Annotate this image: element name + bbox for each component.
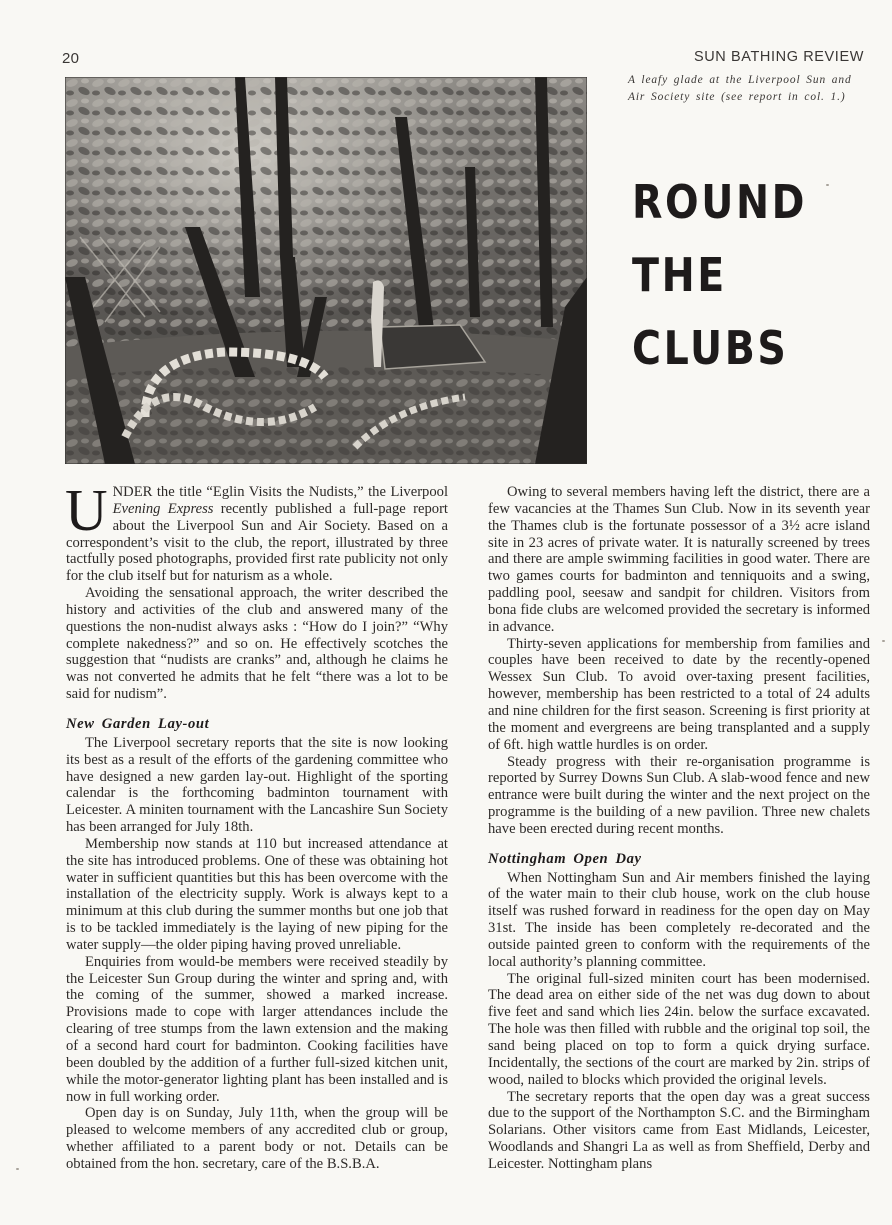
headline-line-3: CLUBS [632,321,789,375]
paragraph: Thirty-seven applications for membership from families and couples have been received to date by the recently-opened Wessex Sun Club. To avoid over-taxing present facilities, however, membership has been restricted to a total of 24 adults and nine children for the first season. Screening is first priority at the moment and evergreens are being transplanted and a supply of 6ft. high wattle hurdles is on order. [488,635,870,753]
paragraph: Open day is on Sunday, July 11th, when the group will be pleased to welcome members of any accredited club or group, whether affiliated to a parent body or not. Details can be obtained from the hon. secretary, care of the B.S.B.A. [66,1105,448,1172]
article-column-right [488,484,870,1173]
paragraph: Steady progress with their re-organisation programme is reported by Surrey Downs Sun Club. A slab-wood fence and new entrance were built during the winter and the next project on the programme is the building of a new pavilion. Three new chalets have been erected during recent months. [488,753,870,837]
paragraph: The secretary reports that the open day was a great success due to the support of the Northampton S.C. and the Birmingham Solarians. Other visitors came from East Midlands, Leicester, Woodlands and Shangri La as well as from Sheffield, Derby and Leicester. Nottingham plans [488,1088,870,1172]
page-number: 20 [62,50,80,67]
paragraph: Owing to several members having left the district, there are a few vacancies at the Thames Sun Club. Now in its seventh year the Thames club is the fortunate possessor of a 3½ acre island site in 23 acres of private water. It is naturally screened by trees and there are ample swimming facilities in good water. There are two games courts for badminton and tenniquoits and a swing, paddling pool, seesaw and sandpit for children. Visitors from bona fide clubs are welcomed provided the secretary is informed in advance. [488,484,870,635]
headline-line-2: THE [632,248,727,302]
paragraph: Enquiries from would-be members were received steadily by the Leicester Sun Group during the winter and spring and, with the coming of the summer, showed a marked increase. Provisions made to cope with larger attendances include the clearing of tree stumps from the lawn extension and the making of a second hard court for badminton. Cooking facilities have been doubled by the addition of a further full-sized kitchen unit, while the motor-generator lighting plant has been installed and is now in full working order. [66,953,448,1105]
paragraph-text: NDER the title “Eglin Visits the Nudists,” the Liverpool [112,484,448,500]
paragraph: Membership now stands at 110 but increased attendance at the site has introduced problems. One of these was obtaining hot water in sufficient quantities but this has been overcome with the installation of the electricity supply. Work is always kept to a minimum at this club during the summer months but one job that is to be tackled immediately is the laying of new piping for the water supply—the older piping having proved unreliable. [66,835,448,953]
paragraph: The original full-sized miniten court has been modernised. The dead area on either side of the net was dug down to about five feet and sand which lies 24in. below the surface excavated. The hole was then filled with rubble and the original top soil, the sand being placed on top to form a quick drying surface. Incidentally, the sections of the court are marked by 2in. strips of wood, nailed to blocks which provided the original levels. [488,970,870,1088]
woodland-glade-photo [65,77,587,464]
publication-name: Evening Express [112,500,214,517]
paragraph: Avoiding the sensational approach, the writer described the history and activities of the club and answered many of the questions the non-nudist always asks : “How do I join?” “Why complete nakedness?” and so on. He effectively scotches the suggestion that “nudists are cranks” and, although he claims he was not converted he admits that he felt “there was a lot to be said for nudism”. [66,585,448,703]
paragraph: When Nottingham Sun and Air members finished the laying of the water main to their club house, work on the club house itself was rushed forward in readiness for the open day on May 31st. The inside has been completely re-decorated and the outside painted green to conform with the requirements of the local authority’s planning committee. [488,869,870,970]
print-speck [16,1168,19,1170]
paragraph-text: recently published a full-page report about the Liverpool Sun and Air Society. Based on a correspondent’s visit to the club, the report, illustrated by three tactfully posed photographs, provided first rate publicity not only for the club itself but for naturism as a whole. [66,500,448,585]
paragraph: The Liverpool secretary reports that the site is now looking its best as a result of the efforts of the gardening committee who have designed a new garden lay-out. Highlight of the sporting calendar is the forthcoming badminton tournament with Leicester. A miniten tournament with the Lancashire Sun Society has been arranged for July 18th. [66,734,448,836]
print-speck [882,640,885,642]
headline-line-1: ROUND [632,175,808,229]
running-head: SUN BATHING REVIEW [693,49,864,65]
photo-caption: A leafy glade at the Liverpool Sun and Air Society site (see report in col. 1.) [628,74,852,103]
drop-cap: U [65,477,108,543]
photo-illustration [65,77,587,464]
article-column-left [65,477,448,1173]
article-headline [632,166,807,385]
print-speck [826,184,829,186]
subheading: New Garden Lay-out [66,715,210,732]
paragraph [65,477,448,585]
subheading: Nottingham Open Day [488,850,642,867]
